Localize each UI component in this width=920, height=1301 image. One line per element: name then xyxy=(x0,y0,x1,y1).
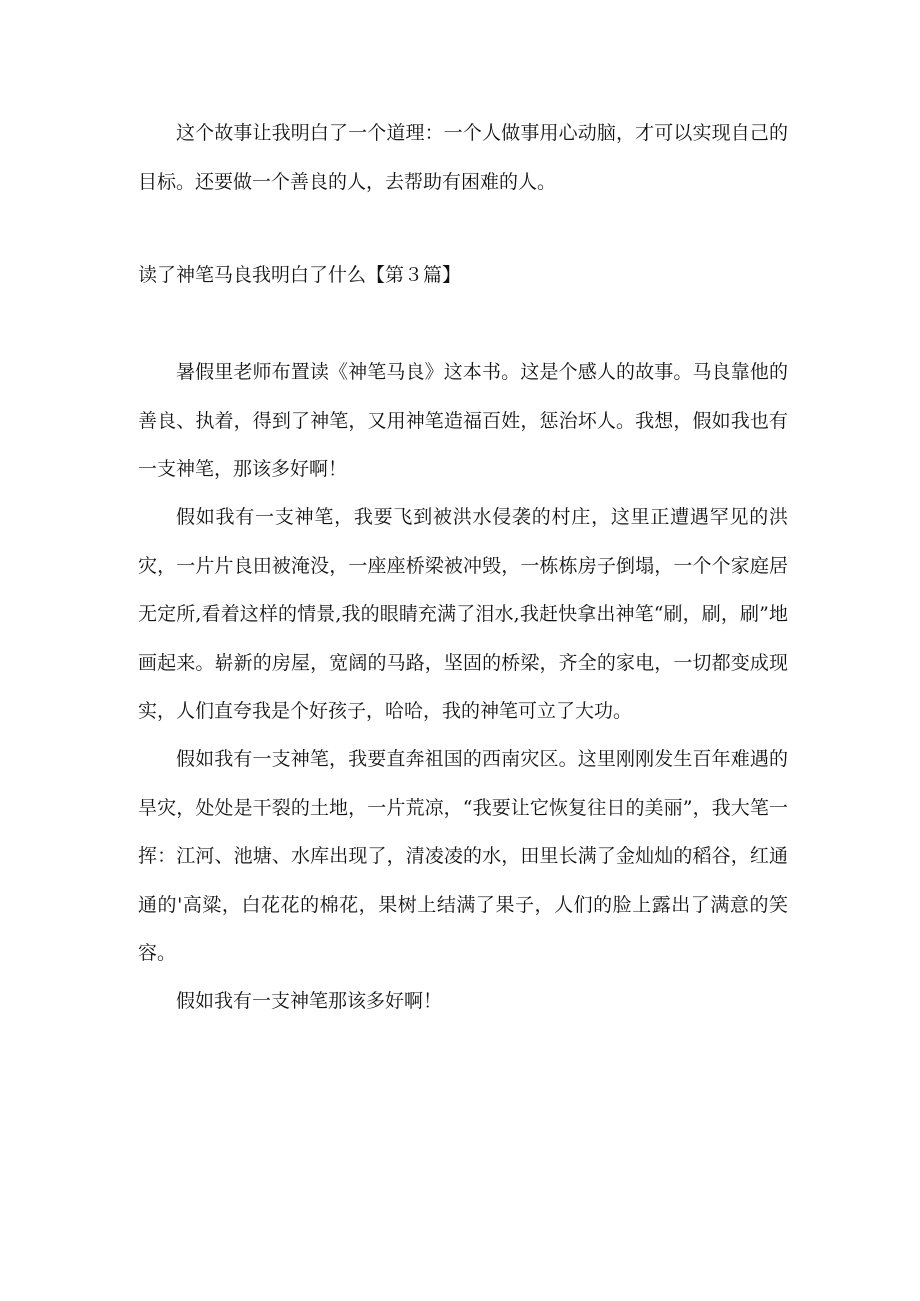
drought-paragraph: 假如我有一支神笔，我要直奔祖国的西南灾区。这里刚刚发生百年难遇的旱灾，处处是干裂的土地，一片荒凉，“我要让它恢复往日的美丽”，我大笔一挥：江河、池塘、水库出现了，清凌凌的水，田里长满了金灿灿的稻谷，红通通的'高粱，白花花的棉花，果树上结满了果子，人们的脸上露出了满意的笑容。 xyxy=(138,748,788,964)
closing-paragraph: 假如我有一支神笔那该多好啊！ xyxy=(176,990,443,1012)
section-heading: 读了神笔马良我明白了什么【第３篇】 xyxy=(138,264,462,286)
conclusion-paragraph: 这个故事让我明白了一个道理：一个人做事用心动脑，才可以实现自己的目标。还要做一个善良的人，去帮助有困难的人。 xyxy=(138,122,788,193)
flood-paragraph: 假如我有一支神笔，我要飞到被洪水侵袭的村庄，这里正遭遇罕见的洪灾，一片片良田被淹没，一座座桥梁被冲毁，一栋栋房子倒塌，一个个家庭居无定所,看着这样的情景,我的眼睛充满了泪水,我赶快拿出神笔“刷，刷，刷”地画起来。崭新的房屋，宽阔的马路，坚固的桥梁，齐全的家电，一切都变成现实，人们直夸我是个好孩子，哈哈，我的神笔可立了大功。 xyxy=(138,506,788,722)
intro-paragraph: 暑假里老师布置读《神笔马良》这本书。这是个感人的故事。马良靠他的善良、执着，得到了神笔，又用神笔造福百姓，惩治坏人。我想，假如我也有一支神笔，那该多好啊！ xyxy=(138,361,788,480)
